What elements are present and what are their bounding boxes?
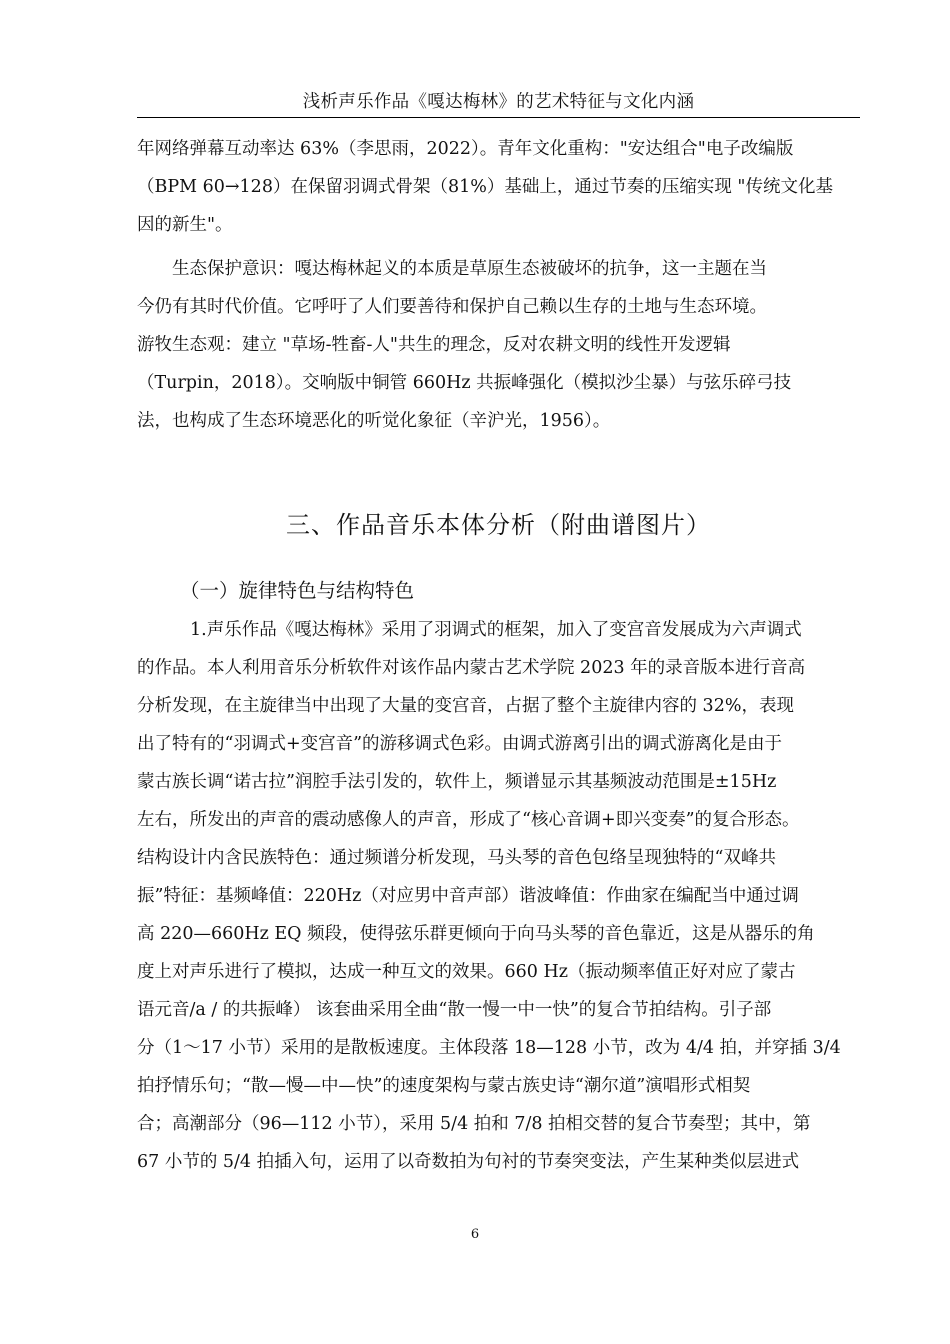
section-heading: 三、作品音乐本体分析（附曲谱图片）	[286, 511, 711, 539]
body-line: 今仍有其时代价值。它呼吁了人们要善待和保护自己赖以生存的土地与生态环境。	[137, 297, 767, 317]
body-line: 分（1～17 小节）采用的是散板速度。主体段落 18—128 小节，改为 4/4 拍，并穿插 3/4	[137, 1038, 841, 1058]
body-line: （Turpin，2018）。交响版中铜管 660Hz 共振峰强化（模拟沙尘暴）与弦乐碎弓技	[137, 373, 792, 393]
body-line: 拍抒情乐句；“散—慢—中—快”的速度架构与蒙古族史诗“潮尔道”演唱形式相契	[137, 1076, 751, 1096]
header-divider	[137, 117, 860, 118]
body-line: 合；高潮部分（96—112 小节），采用 5/4 拍和 7/8 拍相交替的复合节奏型；其中，第	[137, 1114, 811, 1134]
body-line: 振”特征：基频峰值：220Hz（对应男中音声部）谐波峰值：作曲家在编配当中通过调	[137, 886, 799, 906]
body-line: 的作品。本人利用音乐分析软件对该作品内蒙古艺术学院 2023 年的录音版本进行音高	[137, 658, 806, 678]
body-line: 蒙古族长调“诺古拉”润腔手法引发的，软件上，频谱显示其基频波动范围是±15Hz	[137, 772, 777, 792]
subsection-heading: （一）旋律特色与结构特色	[180, 579, 415, 602]
page-number: 6	[470, 1227, 480, 1242]
body-line: 1.声乐作品《嘎达梅林》采用了羽调式的框架，加入了变宫音发展成为六声调式	[190, 620, 802, 640]
body-line: 左右，所发出的声音的震动感像人的声音，形成了“核心音调+即兴变奏”的复合形态。	[137, 810, 800, 830]
body-line: 度上对声乐进行了模拟，达成一种互文的效果。660 Hz（振动频率值正好对应了蒙古	[137, 962, 796, 982]
body-line: 结构设计内含民族特色：通过频谱分析发现，马头琴的音色包络呈现独特的“双峰共	[137, 848, 776, 868]
body-line: 因的新生"。	[137, 215, 233, 235]
body-line: 出了特有的“羽调式+变宫音”的游移调式色彩。由调式游离引出的调式游离化是由于	[137, 734, 783, 754]
body-line: 年网络弹幕互动率达 63%（李思雨，2022）。青年文化重构："安达组合"电子改编版	[137, 139, 794, 159]
running-header: 浅析声乐作品《嘎达梅林》的艺术特征与文化内涵	[302, 92, 695, 112]
body-line: 高 220—660Hz EQ 频段，使得弦乐群更倾向于向马头琴的音色靠近，这是从器乐的角	[137, 924, 815, 944]
body-line: 分析发现，在主旋律当中出现了大量的变宫音，占据了整个主旋律内容的 32%，表现	[137, 696, 794, 716]
body-line: 游牧生态观：建立 "草场-牲畜-人"共生的理念，反对农耕文明的线性开发逻辑	[137, 335, 731, 355]
body-line: 法，也构成了生态环境恶化的听觉化象征（辛沪光，1956）。	[137, 411, 611, 431]
body-line: 67 小节的 5/4 拍插入句，运用了以奇数拍为句衬的节奏突变法，产生某种类似层进式	[137, 1152, 800, 1172]
body-line: （BPM 60→128）在保留羽调式骨架（81%）基础上，通过节奏的压缩实现 "传统文化基	[137, 177, 833, 197]
body-line: 语元音/a / 的共振峰） 该套曲采用全曲“散一慢一中一快”的复合节拍结构。引子部	[137, 1000, 772, 1020]
body-line: 生态保护意识：嘎达梅林起义的本质是草原生态被破坏的抗争，这一主题在当	[172, 259, 767, 279]
